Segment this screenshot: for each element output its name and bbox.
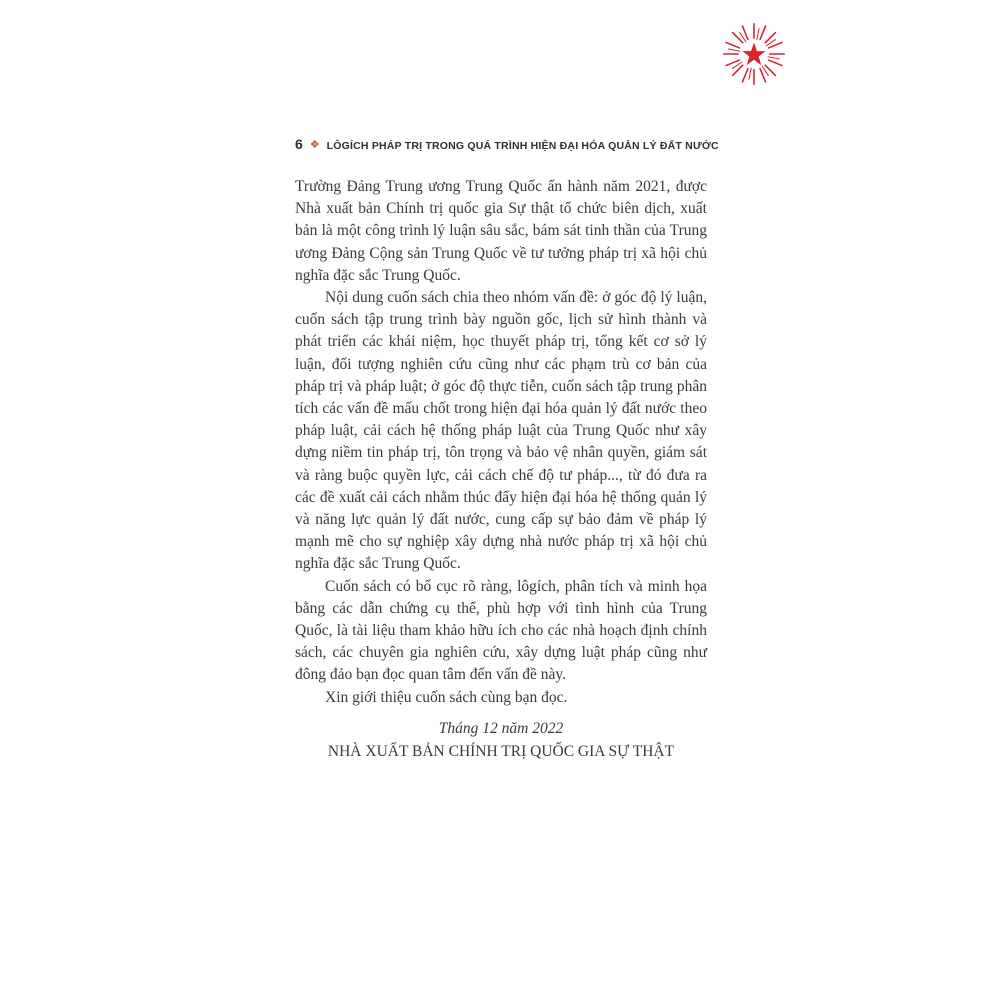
signoff-block: [295, 717, 707, 763]
running-head-title: LÔGÍCH PHÁP TRỊ TRONG QUÁ TRÌNH HIỆN ĐẠI HÓA QUẢN LÝ ĐẤT NƯỚC: [326, 140, 719, 152]
signoff-publisher: NHÀ XUẤT BẢN CHÍNH TRỊ QUỐC GIA SỰ THẬT: [327, 742, 675, 760]
paragraph: Xin giới thiệu cuốn sách cùng bạn đọc.: [325, 688, 568, 706]
text-column: [295, 136, 719, 763]
page-number: 6: [295, 136, 303, 152]
paragraph: Nội dung cuốn sách chia theo nhóm vấn đề: ở góc độ lý luận, cuốn sách tập trung trình bày nguồn gốc, lịch sử hình thành và phát triển các khái niệm, học thuyết pháp trị, tổng kết cơ sở lý luận, đối tượng nghiên cứu cũng như các phạm trù cơ bản của pháp trị và pháp luật; ở góc độ thực tiễn, cuốn sách tập trung phân tích các vấn đề mấu chốt trong hiện đại hóa quản lý đất nước theo pháp luật, cải cách hệ thống pháp luật của Trung Quốc như xây dựng niềm tin pháp trị, tôn trọng và bảo vệ nhân quyền, giám sát và ràng buộc quyền lực, cải cách chế độ tư pháp..., từ đó đưa ra các đề xuất cải cách nhằm thúc đẩy hiện đại hóa hệ thống quản lý và năng lực quản lý đất nước, cung cấp sự bảo đảm về pháp lý mạnh mẽ cho sự nghiệp xây dựng nhà nước pháp trị xã hội chủ nghĩa đặc sắc Trung Quốc.: [295, 289, 707, 573]
diamond-ornament-icon: ❖: [309, 139, 320, 151]
running-head: [295, 136, 719, 152]
paragraph: Cuốn sách có bố cục rõ ràng, lôgích, phân tích và minh họa bằng các dẫn chứng cụ thể, phù hợp với tình hình của Trung Quốc, là tài liệu tham khảo hữu ích cho các nhà hoạch định chính sách, các chuyên gia nghiên cứu, xây dựng luật pháp cũng như đông đảo bạn đọc quan tâm đến vấn đề này.: [295, 577, 707, 684]
body-paragraphs: [295, 176, 707, 709]
signoff-date: Tháng 12 năm 2022: [438, 719, 564, 737]
paragraph: Trường Đảng Trung ương Trung Quốc ấn hành năm 2021, được Nhà xuất bản Chính trị quốc gia Sự thật tổ chức biên dịch, xuất bản là một công trình lý luận sâu sắc, bám sát tinh thần của Trung ương Đảng Cộng sản Trung Quốc về tư tưởng pháp trị xã hội chủ nghĩa đặc sắc Trung Quốc.: [295, 178, 707, 284]
publisher-star-logo-icon: [718, 18, 790, 90]
